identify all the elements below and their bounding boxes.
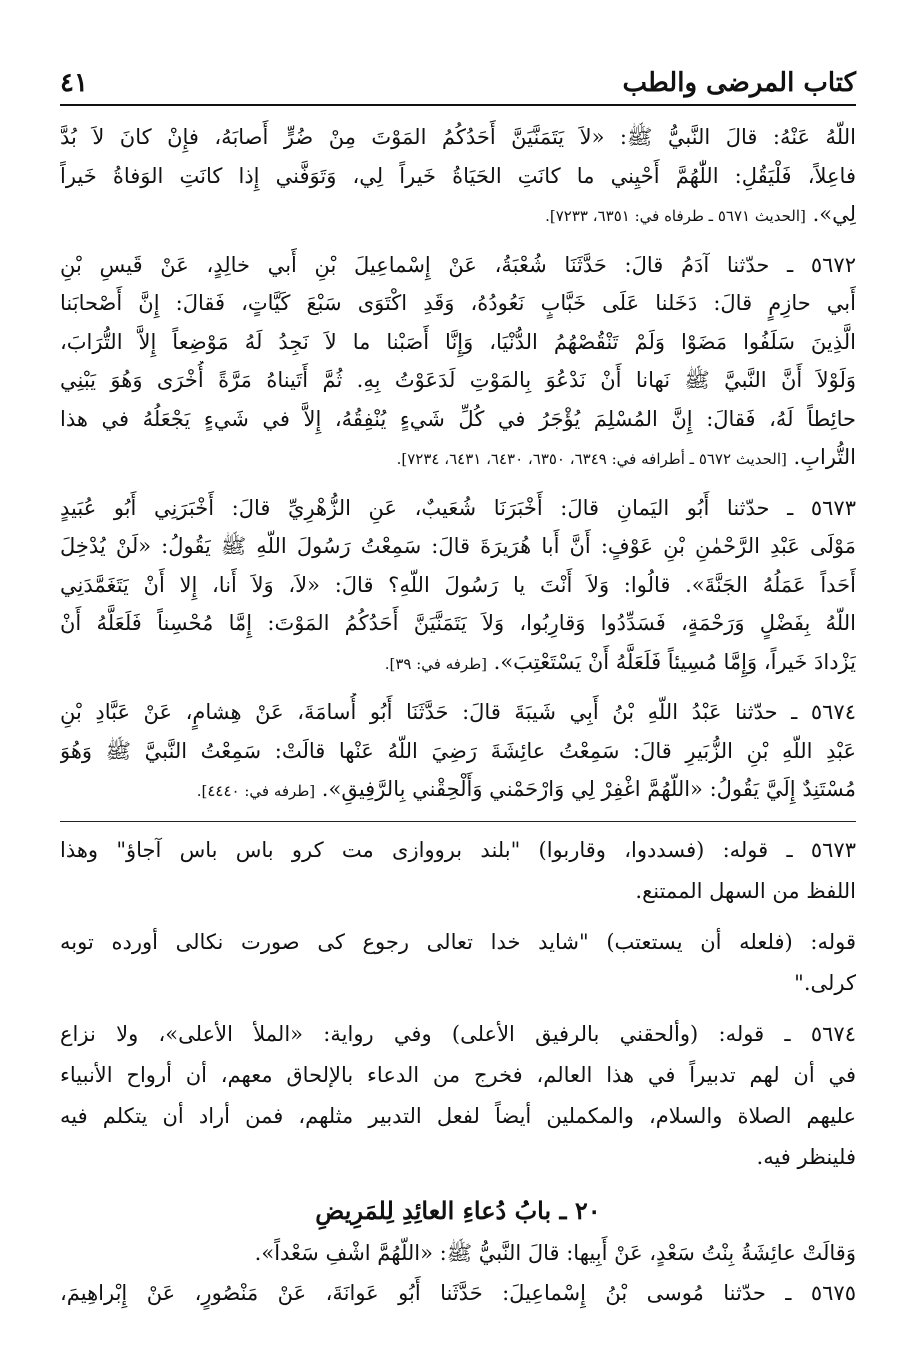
commentary-line: ٥٦٧٤ ـ قوله: (وألحقني بالرفيق الأعلى) وفي رواية: «الملأ الأعلى»، ولا نزاع [60, 1021, 856, 1046]
text-line: حائِطاً لَهُ، فَقالَ: إِنَّ المُسْلِمَ يُؤْجَرُ في كُلِّ شَيءٍ يُنْفِقُهُ، إِلاَّ في شَيءٍ يَجْعَلُهُ في هذا [60, 406, 856, 431]
text-line [60, 643, 856, 684]
cross-reference: [الحديث ٥٦٧١ ـ طرفاه في: ٦٣٥١، ٧٢٣٣]. [545, 207, 806, 225]
text-line-end: التُّرابِ. [786, 445, 856, 469]
text-line: ٥٦٧٣ ـ حدّثنا أَبُو اليَمانِ قالَ: أَخْبَرَنَا شُعَيبٌ، عَنِ الزُّهْرِيِّ قالَ: أَخْبَرَنِي أَبُو عُبَيدٍ [60, 495, 856, 520]
commentary-line: في أن لهم تدبيراً في هذا العالم، فخرج من الدعاء بالإلحاق معهم، أن أرواح الأنبياء [60, 1062, 856, 1087]
commentary-line: اللفظ من السهل الممتنع. [635, 878, 856, 903]
cross-reference: [طرفه في: ٣٩]. [384, 654, 487, 673]
text-line: ٥٦٧٤ ـ حدّثنا عَبْدُ اللّهِ بْنُ أَبِي شَيبَةَ قالَ: حَدَّثَنَا أَبُو أُسامَةَ، عَنْ هِشامٍ، عَنْ عَبَّادِ بْنِ [60, 700, 856, 724]
chapter-heading: ٢٠ ـ بابُ دُعاءِ العائِدِ لِلمَرِيضِ [315, 1195, 601, 1225]
hadith-5672 [60, 246, 856, 479]
hadith-5673 [60, 489, 856, 684]
page-number: ٤١ [60, 68, 88, 98]
page-body [60, 118, 856, 1313]
text-line: وَلَوْلاَ أَنَّ النَّبيَّ ﷺ نَهانا أَنْ نَدْعُوَ بِالمَوْتِ لَدَعَوْتُ بِهِ. ثُمَّ أَتَيناهُ مَرَّةً أُخْرَى وَهُوَ يَبْنِي [60, 368, 856, 392]
page-header [60, 62, 856, 106]
commentary-5673 [60, 830, 856, 912]
divider [60, 821, 856, 822]
commentary-line: كرلى." [794, 970, 856, 995]
text-line: الَّذِينَ سَلَفُوا مَضَوْا وَلَمْ تَنْقُصْهُمُ الدُّنْيَا، وَإِنَّا أَصَبْنا ما لاَ نَجِدُ لَهُ مَوْضِعاً إِلاَّ التُّرَابَ، [60, 329, 856, 354]
text-line: فاعِلاً، فَلْيَقُلِ: اللّٰهُمَّ أَحْيِني ما كانَتِ الحَيَاةُ خَيراً لِي، وَتَوَفَّني إِذا كانَتِ الوَفاةُ خَيراً [60, 163, 856, 188]
text-line: مَوْلَى عَبْدِ الرَّحْمٰنِ بْنِ عَوْفٍ: أَنَّ أَبا هُرَيرَةَ قالَ: سَمِعْتُ رَسُولَ اللّهِ ﷺ يَقُولُ: «لَنْ يُدْخِلَ [60, 534, 856, 558]
text-line: عَبْدِ اللّهِ بْنِ الزُّبَيرِ قالَ: سَمِعْتُ عائِشَةَ رَضِيَ اللّهُ عَنْها قالَتْ: سَمِعْتُ النَّبيَّ ﷺ وَهُوَ [60, 738, 856, 763]
commentary-line: عليهم الصلاة والسلام، والمكملين أيضاً لفعل التدبير مثلهم، فمن أراد أن يتكلم فيه [60, 1103, 856, 1128]
book-title: كتاب المرضى والطب [622, 68, 856, 98]
cross-reference: [الحديث ٥٦٧٢ ـ أطرافه في: ٦٣٤٩، ٦٣٥٠، ٦٤٣٠، ٦٤٣١، ٧٢٣٤]. [396, 450, 787, 468]
text-line: أَحَداً عَمَلُهُ الجَنَّةَ». قالُوا: وَلاَ أَنْتَ يا رَسُولَ اللّهِ؟ قالَ: «لاَ، وَلاَ أَنا، إِلا أَنْ يَتَغَمَّدَنِي [60, 572, 856, 597]
commentary-5674 [60, 1014, 856, 1178]
hadith-5671-tail [60, 118, 856, 236]
text-line [60, 438, 856, 479]
chapter-line: وَقالَتْ عائِشَةُ بِنْتُ سَعْدٍ، عَنْ أَبِيها: قالَ النَّبيُّ ﷺ: «اللّهُمَّ اشْفِ سَعْداً». [254, 1240, 856, 1265]
hadith-5674 [60, 693, 856, 811]
commentary-line: ٥٦٧٣ ـ قوله: (فسددوا، وقاربوا) "بلند برووازى مت كرو باس باس آجاؤ" وهذا [60, 837, 856, 862]
text-line-end: يَزْدادَ خَيراً، وَإِمَّا مُسِيئاً فَلَعَلَّهُ أَنْ يَسْتَعْتِبَ». [486, 649, 856, 674]
text-line: اللّهُ عَنْهُ: قالَ النَّبيُّ ﷺ: «لاَ يَتَمَنَّيَنَّ أَحَدُكُمُ المَوْتَ مِنْ ضُرٍّ أَصابَهُ، فإِنْ كانَ لاَ بُدَّ [60, 125, 856, 149]
text-line: ٥٦٧٢ ـ حدّثنا آدَمُ قالَ: حَدَّثَنَا شُعْبَةُ، عَنْ إِسْماعِيلَ بْنِ أَبي خالِدٍ، عَنْ قَيسِ بْنِ [60, 252, 856, 277]
commentary-5673b [60, 922, 856, 1004]
cross-reference: [طرفه في: ٤٤٤٠]. [196, 782, 316, 800]
text-line [60, 770, 856, 811]
commentary-line: فلينظر فيه. [756, 1144, 856, 1169]
text-line: أَبي حازِمٍ قالَ: دَخَلنا عَلَى خَبَّابٍ نَعُودُهُ، وَقَدِ اكْتَوَى سَبْعَ كَيَّاتٍ، فَقالَ: إِنَّ أَصْحابَنا [60, 291, 856, 315]
text-line-end: مُسْتَنِدٌ إِلَيَّ يَقُولُ: «اللّهُمَّ اغْفِرْ لِي وَارْحَمْني وَأَلْحِقْني بِالرَّفِيقِ». [315, 777, 856, 801]
chapter-line: ٥٦٧٥ ـ حدّثنا مُوسى بْنُ إِسْماعِيلَ: حَدَّثَنا أَبُو عَوانَةَ، عَنْ مَنْصُورٍ، عَنْ إِبْراهِيمَ، [60, 1280, 856, 1305]
text-line-end: لِي». [805, 202, 856, 226]
commentary-line: قوله: (فلعله أن يستعتب) "شايد خدا تعالى رجوع كى صورت نكالى أورده توبه [60, 929, 856, 954]
text-line: اللّهُ بِفَضْلٍ وَرَحْمَةٍ، فَسَدِّدُوا وَقارِبُوا، وَلاَ يَتَمَنَّيَنَّ أَحَدُكُمُ المَوْتَ: إِمَّا مُحْسِناً فَلَعَلَّهُ أَنْ [60, 611, 856, 635]
text-line [60, 195, 856, 236]
